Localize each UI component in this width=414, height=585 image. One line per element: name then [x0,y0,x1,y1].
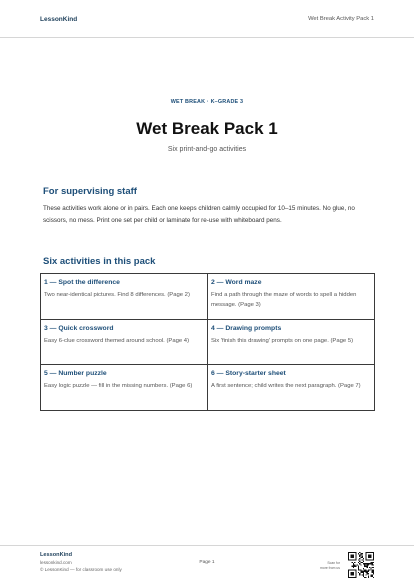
document-title: Wet Break Activity Pack 1 [308,16,374,22]
eyebrow-label: WET BREAK · K–GRADE 3 [170,99,244,105]
activity-cell [208,274,374,320]
staff-heading: For supervising staff [43,186,137,197]
activity-description: Easy 6-clue crossword themed around school. (Page 4) [44,337,190,344]
footer-brand: LessonKind [40,552,73,558]
scan-caption-line: Scan for [327,561,340,565]
activity-description: A first sentence; child writes the next paragraph. (Page 7) [211,383,361,390]
scan-caption-line: more from us [320,565,340,570]
activity-title: 6 — Story-starter sheet [211,370,286,378]
staff-instructions: These activities work alone or in pairs. Each one keeps children calmly occupied for 10–15 minutes. No glue, no scissors, no mess. Print one set per child or laminate for re-use with whiteboard pens. [43,205,355,224]
page-header [0,0,414,38]
activities-heading: Six activities in this pack [43,256,156,267]
page-subtitle: Six print-and-go activities [167,146,247,153]
page-footer [0,545,414,585]
footer-copyright: © LessonKind — for classroom use only [40,567,122,572]
activity-title: 5 — Number puzzle [44,370,107,378]
brand-name: LessonKind [40,16,78,23]
activity-title: 1 — Spot the difference [44,279,120,286]
activities-table [40,273,375,411]
activity-title: 3 — Quick crossword [44,324,114,332]
activity-cell [208,320,374,366]
activity-cell [41,320,208,366]
page-title: Wet Break Pack 1 [136,119,278,138]
page-number: Page 1 [199,560,215,565]
activity-description: Two near-identical pictures. Find 8 differences. (Page 2) [44,292,190,298]
qr-code-icon [348,552,374,578]
activity-cell [41,365,208,410]
footer-url[interactable]: lessonkind.com [40,560,72,565]
activity-description: Six 'finish this drawing' prompts on one page. (Page 5) [211,337,354,344]
activity-title: 4 — Drawing prompts [211,324,282,332]
activity-cell [41,274,208,320]
activity-title: 2 — Word maze [211,279,262,286]
activity-description: Find a path through the maze of words to spell a hidden message. (Page 3) [211,292,357,308]
activity-description: Easy logic puzzle — fill in the missing numbers. (Page 6) [44,383,193,390]
scan-caption [300,561,340,570]
activity-cell [208,365,374,410]
